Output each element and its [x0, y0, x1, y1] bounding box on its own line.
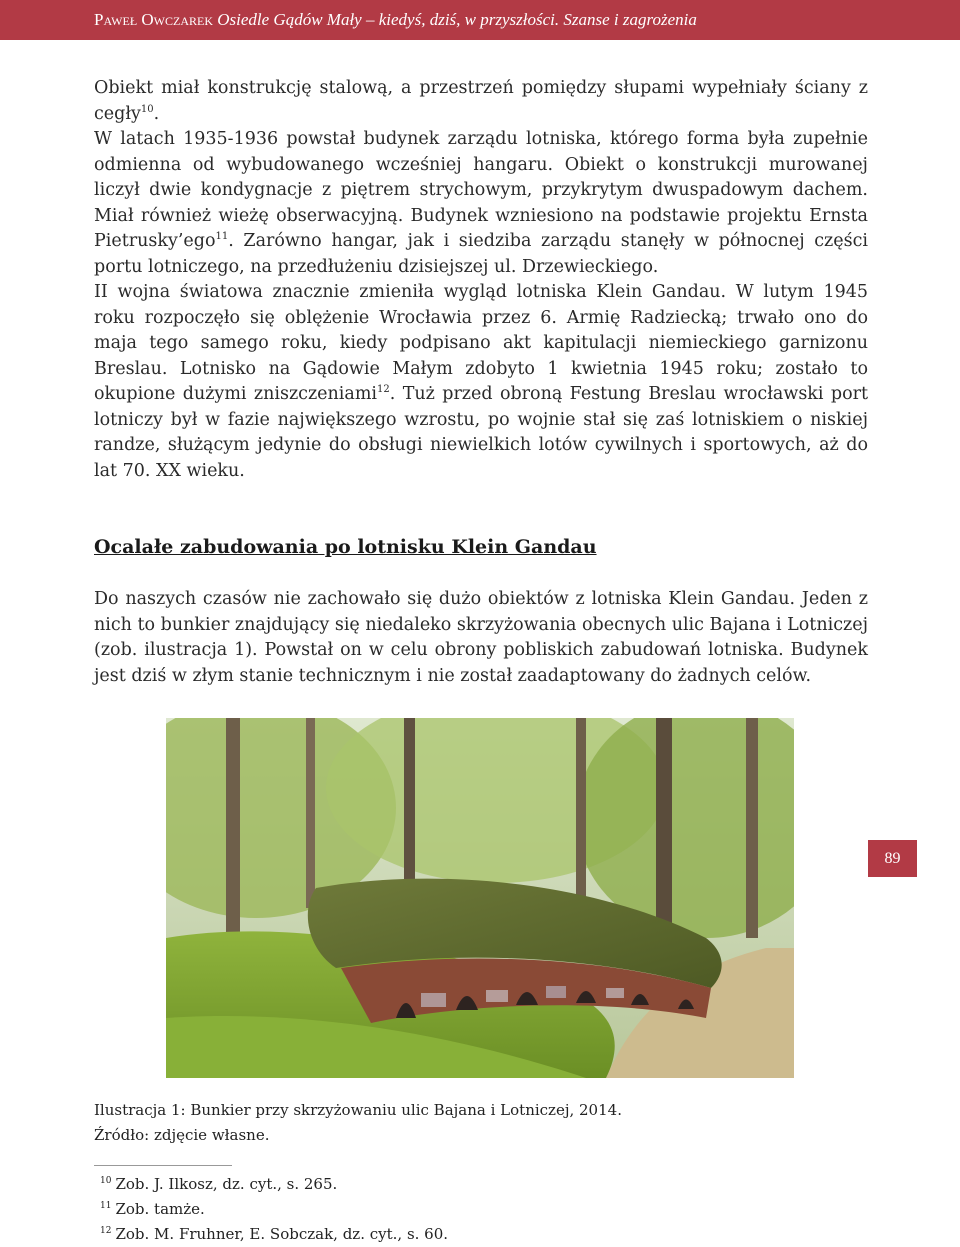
paragraph-2: W latach 1935-1936 powstał budynek zarządu lotniska, którego forma była zupełnie odmienna od wybudowanego wcześniej hangaru. Obiekt o konstrukcji murowanej liczył dwie kondygnacje z piętrem strychowym, przykrytym dwuspadowym dachem. Miał również wieżę obserwacyjną. Budynek wzniesiono na podstawie projektu Ernsta Pietrusky’ego$^{11}$. Zarówno hangar, jak i siedziba zarządu stanęły w północnej części portu lotniczego, na przedłużeniu dzisiejszej ul. Drzewieckiego.	[94, 129, 868, 277]
header-author: Paweł Owczarek	[94, 10, 213, 29]
footnote-divider	[94, 1165, 232, 1166]
page-number: 89	[868, 840, 917, 877]
caption-line-1: Ilustracja 1: Bunkier przy skrzyżowaniu ulic Bajana i Lotniczej, 2014.	[94, 1101, 622, 1119]
paragraph-4: Do naszych czasów nie zachowało się dużo obiektów z lotniska Klein Gandau. Jeden z nich to bunkier znajdujący się niedaleko skrzyżowania obecnych ulic Bajana i Lotniczej (zob. ilustracja 1). Powstał on w celu obrony pobliskich zabudowań lotniska. Budynek jest dziś w złym stanie technicznym i nie został zaadaptowany do żadnych celów.	[94, 589, 868, 686]
paragraph-1: Obiekt miał konstrukcję stalową, a przestrzeń pomiędzy słupami wypełniały ściany z cegły$^{10}$.	[94, 78, 868, 124]
body-text-lower	[94, 587, 868, 689]
footnote-ref-12[interactable]: 12	[377, 384, 390, 396]
section-heading: Ocalałe zabudowania po lotnisku Klein Gandau	[94, 536, 597, 558]
figure-caption	[94, 1098, 622, 1148]
header-title: Osiedle Gądów Mały – kiedyś, dziś, w przyszłości. Szanse i zagrożenia	[217, 10, 697, 29]
bunker-illustration	[166, 718, 794, 1078]
body-text-upper	[94, 76, 868, 484]
footnote-ref-10[interactable]: 10	[140, 103, 154, 115]
bunker-photo	[166, 718, 794, 1078]
caption-line-2: Źródło: zdjęcie własne.	[94, 1126, 270, 1144]
paragraph-3: II wojna światowa znacznie zmieniła wygląd lotniska Klein Gandau. W lutym 1945 roku rozpoczęło się oblężenie Wrocławia przez 6. Armię Radziecką; trwało ono do maja tego samego roku, kiedy podpisano akt kapitulacji niemieckiego garnizonu Breslau. Lotnisko na Gądowie Małym zdobyto 1 kwietnia 1945 roku; zostało to okupione dużymi zniszczeniami$^{12}$. Tuż przed obroną Festung Breslau wrocławski port lotniczy był w fazie największego wzrostu, po wojnie stał się zaś lotniskiem o niskiej randze, służącym jedynie do obsługi niewielkich lotów cywilnych i sportowych, aż do lat 70. XX wieku.	[94, 282, 869, 481]
footnote-11: $^{11}$ Zob. tamże.	[100, 1200, 205, 1218]
footnote-10: $^{10}$ Zob. J. Ilkosz, dz. cyt., s. 265.	[100, 1175, 338, 1193]
footnotes	[100, 1172, 448, 1247]
running-header	[0, 0, 960, 40]
footnote-ref-11[interactable]: 11	[215, 231, 229, 243]
footnote-12: $^{12}$ Zob. M. Fruhner, E. Sobczak, dz. cyt., s. 60.	[100, 1225, 449, 1243]
